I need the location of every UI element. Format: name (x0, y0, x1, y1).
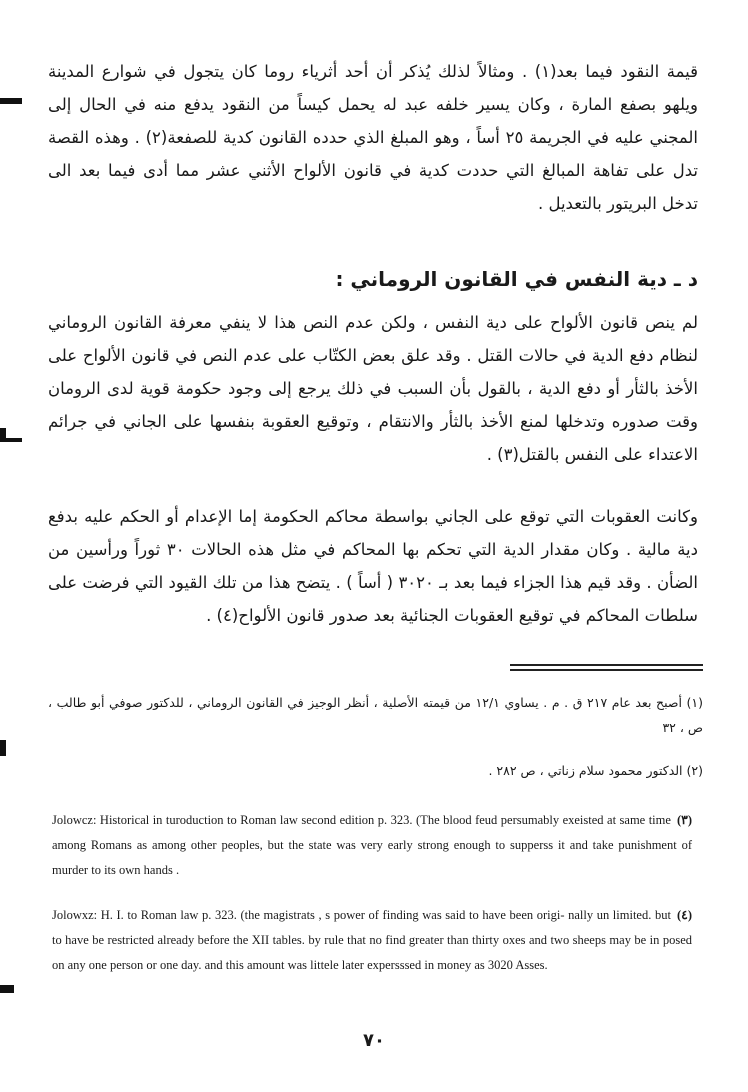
footnote-4-number: (٤) (676, 908, 692, 922)
body-paragraph-1: قيمة النقود فيما بعد(١) . ومثالاً لذلك يُذكر أن أحد أثرياء روما كان يتجول في شوارع المدينة ويلهو بصفع المارة ، وكان يسير خلفه عبد له يحمل كيساً من النقود يدفع منه في الحال إلى المجني عليه في الجريمة ٢٥ أساً ، وهو المبلغ الذي حدده القانون كدية للصفعة(٢) . وهذه القصة تدل على تفاهة المبالغ التي حددت كدية في قانون الألواح الأثني عشر مما أدى فيما بعد الى تدخل البريتور بالتعديل . (48, 62, 698, 213)
footnote-1: (١) أصبح بعد عام ٢١٧ ق . م . يساوي ١٢/١ من قيمته الأصلية ، أنظر الوجيز في القانون الروماني ، للدكتور صوفي أبو طالب ، ص ، ٣٢ (48, 695, 704, 735)
body-paragraph-2: لم ينص قانون الألواح على دية النفس ، ولكن عدم النص هذا لا ينفي معرفة القانون الروماني لنظام دفع الدية في حالات القتل . وقد علق بعض الكتّاب على عدم النص في قانون الألواح على الأخذ بالثأر أو دفع الدية ، بالقول بأن السبب في ذلك يرجع إلى وجود حكومة قوية لدى الرومان وقت صدوره وتدخلها لمنع الأخذ بالثأر والانتقام ، وتوقيع العقوبة بنفسها على الجاني في جرائم الاعتداء على النفس بالقتل(٣) . (48, 313, 698, 464)
scan-edge-mark (0, 98, 22, 104)
footnote-4-text: Jolowxz: H. I. to Roman law p. 323. (the magistrats , s power of finding was said to have been origi- nally un limited. but to have be restricted already before the XII tables. by rule that no find greater than thirty oxes and two sheeps may be in posed on any one person or one day. and this amount was littele later expersssed in money as 3020 Asses. (52, 908, 692, 972)
scan-edge-mark (0, 985, 14, 993)
footnote-3-number: (٣) (676, 813, 692, 827)
scan-edge-mark (0, 740, 6, 756)
section-heading: د ـ دية النفس في القانون الروماني : (335, 267, 698, 291)
body-paragraph-3: وكانت العقوبات التي توقع على الجاني بواسطة محاكم الحكومة إما الإعدام أو الحكم عليه بدفع دية مالية . وكان مقدار الدية التي تحكم بها المحاكم في مثل هذه الحالات ٣٠ ثوراً ورأسين من الضأن . وقد قيم هذا الجزاء فيما بعد بـ ٣٠٢٠ ( أساً ) . يتضح هذا من تلك القيود التي فرضت على سلطات المحاكم في توقيع العقوبات الجنائية بعد صدور قانون الألواح(٤) . (48, 507, 699, 625)
scan-edge-mark (0, 438, 22, 442)
footnote-4 (52, 903, 692, 978)
footnote-3 (52, 808, 692, 883)
page-number: ٧٠ (363, 1030, 385, 1051)
footnote-3-text: Jolowcz: Historical in turoduction to Roman law second edition p. 323. (The blood feud persumably exeisted at same time among Romans as among other peoples, but the state was very early strong enough to supperss it and take punishment of murder to its own hands . (52, 813, 692, 877)
footnote-2: (٢) الدكتور محمود سلام زناتي ، ص ٢٨٢ . (488, 763, 703, 778)
footnote-separator-bottom (510, 669, 703, 671)
footnote-separator-top (510, 664, 703, 666)
